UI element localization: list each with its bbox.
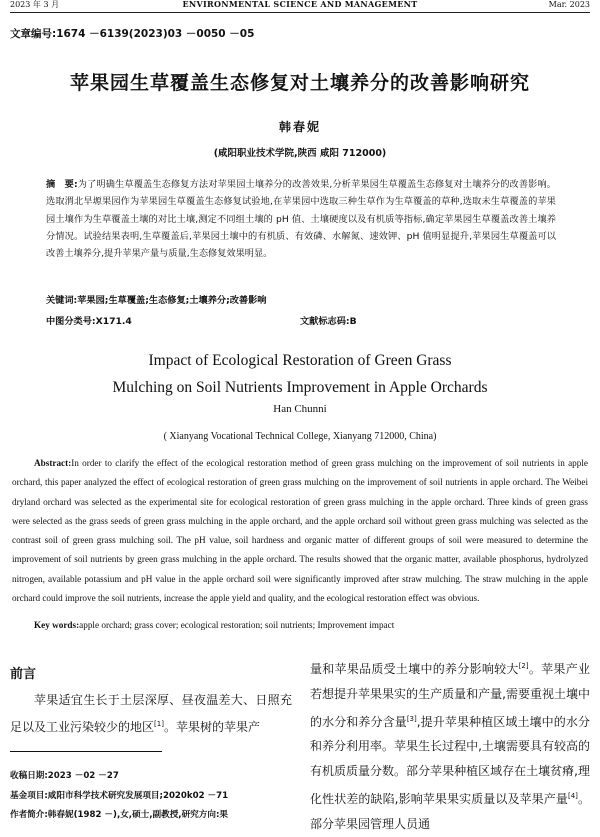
citation-3[interactable]: [3] [406, 714, 417, 723]
header-date-cn: 2023 年 3 月 [10, 0, 60, 9]
keywords-en-label: Key words: [34, 620, 80, 630]
section-title-intro: 前言 [10, 667, 37, 682]
intro-paragraph-right [310, 654, 590, 837]
citation-2[interactable]: [2] [518, 662, 529, 670]
intro-right-p4: 。部分苹果园管理人员通 [310, 791, 590, 831]
article-number: 文章编号:1674 －6139(2023)03 －0050 －05 [10, 28, 255, 40]
footnote-fund: 基金项目:咸阳市科学技术研究发展项目;2020k02 －71 [10, 791, 229, 801]
abstract-cn [46, 176, 556, 262]
title-en-line1: Impact of Ecological Restoration of Green Grass [148, 352, 452, 369]
citation-4[interactable]: [4] [567, 791, 578, 800]
keywords-en [34, 620, 394, 630]
header-date-en: Mar. 2023 [548, 0, 590, 9]
classification-number: 中图分类号:X171.4 [46, 316, 132, 327]
footnote-divider [10, 751, 162, 752]
footnote-author: 作者简介:韩春妮(1982 －),女,硕士,副教授,研究方向:果 [10, 810, 228, 820]
citation-1[interactable]: [1] [154, 720, 164, 728]
header-journal: ENVIRONMENTAL SCIENCE AND MANAGEMENT [182, 0, 418, 9]
intro-right-p3: ,提升苹果种植区域土壤中的水分和养分利用率。苹果生长过程中,土壤需要具有较高的有机质质量分数。部分苹果种植区域存在土壤贫瘠,理化性状差的缺陷,影响苹果果实质量以及苹果产量 [310, 714, 590, 806]
keywords-cn: 关键词:苹果园;生草覆盖;生态修复;土壤养分;改善影响 [46, 295, 267, 306]
running-header [10, 0, 590, 13]
document-code: 文献标志码:B [300, 316, 357, 327]
abstract-en [12, 454, 588, 608]
title-en [0, 347, 600, 401]
affiliation-en: ( Xianyang Vocational Technical College, Xianyang 712000, China) [163, 431, 437, 442]
intro-right-p2: 。苹果产业若想提升苹果果实的生产质量和产量,需要重视土壤中的水分和养分含量 [310, 662, 590, 729]
intro-left-tail: 。苹果树的苹果产 [163, 720, 260, 734]
intro-right-p1: 量和苹果品质受土壤中的养分影响较大 [310, 662, 519, 676]
abstract-cn-text: 为了明确生草覆盖生态修复方法对苹果园土壤养分的改善效果,分析苹果园生草覆盖生态修复对土壤养分的改善影响。选取渭北旱塬果园作为苹果园生草覆盖生态修复试验地,在苹果园中选取三种生草作为生草覆盖的草种,选取未生草覆盖的苹果园土壤作为生草覆盖土壤的对比土壤,测定不同组土壤的 pH 值、土壤硬度以及有机质等指标,确定苹果园生草覆盖改善土壤养分情况。试验结果表明,生草覆盖后,苹果园土壤中的有机质、有效磷、水解氮、速效钾、pH 值明显提升,苹果园生草覆盖可以改善土壤养分,提升苹果产量与质量,生态修复效果明显。 [46, 179, 556, 260]
affiliation-cn: (咸阳职业技术学院,陕西 咸阳 712000) [213, 148, 387, 159]
title-en-line2: Mulching on Soil Nutrients Improvement in Apple Orchards [112, 379, 488, 396]
keywords-en-text: apple orchard; grass cover; ecological restoration; soil nutrients; Improvement impact [79, 620, 395, 630]
author-cn: 韩春妮 [278, 120, 321, 134]
footnote-received: 收稿日期:2023 －02 －27 [10, 771, 119, 781]
abstract-cn-label: 摘 要: [46, 179, 78, 190]
intro-paragraph-left [10, 688, 292, 739]
abstract-en-text: In order to clarify the effect of the ecological restoration method of green grass mulching on the improvement of soil nutrients in apple orchard, this paper analyzed the effect of ecological restoration of green grass mulching on the improvement of soil nutrients in apple orchard. The Weibei dryland orchard was selected as the experimental site for ecological restoration of green grass mulching in the apple orchard. Three kinds of green grass were selected as the grass seeds of green grass mulching in the apple orchard, and the apple orchard soil without green grass mulching was selected as the contrast soil of green grass mulching soil. The pH value, soil hardness and organic matter of different groups of soil were measured to determine the improvement of soil nutrients by green grass mulching in the apple orchard. The results showed that the organic matter, available phosphorus, hydrolyzed nitrogen, available potassium and pH value in the apple orchard soil were significantly improved after straw mulching. The straw mulching in the apple orchard could improve the soil nutrients, increase the apple yield and quality, and the ecological restoration effect was obvious. [12, 458, 588, 604]
intro-left-text: 苹果适宜生长于土层深厚、昼夜温差大、日照充足以及工业污染较少的地区 [10, 693, 292, 734]
abstract-en-label: Abstract: [34, 458, 72, 468]
title-cn: 苹果园生草覆盖生态修复对土壤养分的改善影响研究 [69, 72, 530, 94]
author-en: Han Chunni [273, 403, 327, 415]
